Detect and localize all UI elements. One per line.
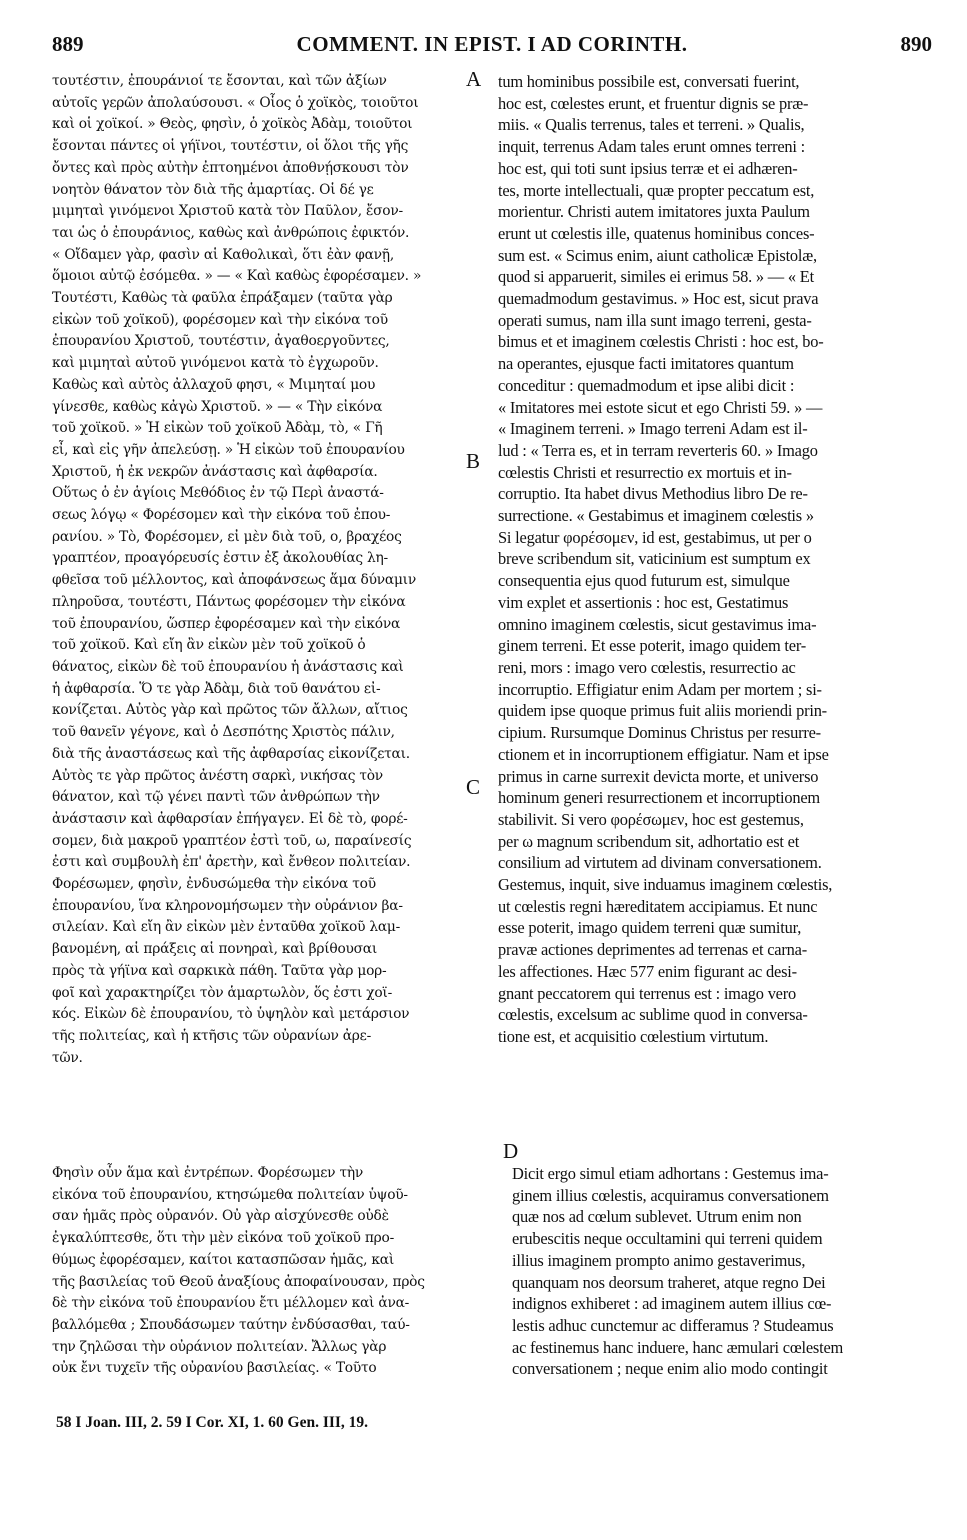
margin-marker-d: D [503,1139,519,1163]
greek-text-column-lower: Φησὶν οὖν ἅμα καὶ ἐντρέπων. Φορέσωμεν τὴν εἰκόνα τοῦ ἐπουρανίου, κτησώμεθα πολιτείαν ὑψοῦ- σαν ἡμᾶς πρὸς οὐρανόν. Οὐ γὰρ αἰσχύνεσθε οὐδὲ ἐγκαλύπτεσθε, ὅτι τὴν μὲν εἰκόνα τοῦ χοϊκοῦ προ- θύμως ἐφορέσαμεν, καίτοι κατασπῶσαν ἡμᾶς, καὶ τῆς βασιλείας τοῦ Θεοῦ ἀναξίους ἀποφαίνουσαν, πρὸς δὲ τὴν εἰκόνα τοῦ ἐπουρανίου ἔτι μέλλομεν καὶ ἀνα- βαλλόμεθα ; Σπουδάσωμεν ταύτην ἐνδύσασθαι, ταύ- την ζηλῶσαι τὴν οὐράνιον πολιτείαν. Ἄλλως γὰρ οὐκ ἔνι τυχεῖν τῆς οὐρανίου βασιλείας. « Τοῦτο [52,1165,425,1377]
left-page-number: 889 [52,32,84,56]
page-header [52,32,932,62]
latin-text-column: tum hominibus possibile est, conversati fuerint, hoc est, cœlestes erunt, et fruentur dignis se præ- miis. « Qualis terrenus, tales et terreni. » Qualis, inquit, terrenus Adam tales erunt omnes terreni : hoc est, qui toti sunt ipsius terræ et ei adhæren- tes, morte intellectuali, quæ propter peccatum est, morientur. Christi autem imitatores juxta Paulum erunt ut cœlestis ille, quatenus hominibus conces- sum est. « Scimus enim, aiunt catholicæ Epistolæ, quod si apparuerit, similes ei erimus 58. » — « Et quemadmodum gestavimus. » Hoc est, sicut prava operati sumus, nam illa sunt imago terreni, gesta- bimus et et imaginem cœlestis Christi : hoc est, bo- na operantes, ejusque facti imitatores quantum conceditur : quemadmodum et ipse alibi dicit : « Imitatores mei estote sicut et ego Christi 59. » — « Imaginem terreni. » Imago terreni Adam est il- lud : « Terra es, et in terram reverteris 60. » Imago cœlestis Christi et resurrectio ex mortuis et in- corruptio. Ita habet divus Methodius libro De re- surrectione. « Gestabimus et imaginem cœlestis » Si legatur φορέσομεν, id est, gestabimus, ut per o breve scribendum sit, vaticinium est sumptum ex consequentia ejus quod futurum est, simulque vim explet et assertionis : hoc est, Gestatimus omnino imaginem cœlestis, sicut gestavimus ima- ginem terreni. Et esse poterit, imago quidem ter- reni, mors : imago vero cœlestis, resurrectio ac incorruptio. Effigiatur enim Adam per mortem ; si- quidem ipse quoque primus fuit aliis moriendi prin- cipium. Rursumque Dominus Christus per resurre- ctionem et in incorruptionem effigiatur. Nam et ipse primus in carne surrexit devicta morte, et universo hominum generi resurrectionem et incorruptionem stabilivit. Si vero φορέσωμεν, hoc est gestemus, per ω magnum scribendum sit, adhortatio est et consilium ad virtutem ad divinam conversationem. Gestemus, inquit, sive induamus imaginem cœlestis, ut cœlestis regni hæreditatem accipiamus. Et nunc esse poterit, imago quidem terreni quæ sumitur, pravæ actiones deprimentes ad terrenas et carna- les affectiones. Hæc 577 enim figurant ac desi- gnant peccatorem qui terrenus est : imago vero cœlestis, excelsum ac sublime quod in conversa- tione est, et acquisitio cœlestium virtutum. [498,72,833,1046]
latin-text-column-lower: Dicit ergo simul etiam adhortans : Gestemus ima- ginem illius cœlestis, acquiramus conversationem quæ nos ad cœlum sublevet. Utrum enim non erubescitis neque occultamini qui terreni quidem illius imaginem prompto animo gestaverimus, quanquam nos deorsum traheret, atque regno Dei indignos exhiberet : ad imaginem autem illius cœ- lestis adhuc cunctemur ac differamus ? Studeamus ac festinemus hanc induere, hanc æmulari cœlestem conversationem ; neque enim alio modo contingit [512,1164,844,1379]
right-page-number: 890 [900,32,932,56]
running-title: COMMENT. IN EPIST. I AD CORINTH. [296,32,688,56]
margin-marker-b: B [466,449,481,473]
margin-marker-a: A [466,67,482,91]
margin-marker-c: C [466,775,481,799]
footnotes: 58 I Joan. III, 2. 59 I Cor. XI, 1. 60 Gen. III, 19. [56,1414,369,1431]
greek-text-column: τουτέστιν, ἐπουράνιοί τε ἔσονται, καὶ τῶν ἀξίων αὐτοῖς γερῶν ἀπολαύσουσι. « Οἷος ὁ χοϊκὸς, τοιοῦτοι καὶ οἱ χοϊκοί. » Θεὸς, φησὶν, ὁ χοϊκὸς Ἀδὰμ, τοιοῦτοι ἔσονται πάντες οἱ γήϊνοι, τουτέστιν, οἱ ὅλοι τῆς γῆς ὄντες καὶ πρὸς αὐτὴν ἐπτοημένοι ἀποθνῄσκουσι τὸν νοητὸν θάνατον τὸν διὰ τῆς ἁμαρτίας. Οἱ δέ γε μιμηταὶ γινόμενοι Χριστοῦ κατὰ τὸν Παῦλον, ἔσον- ται ὡς ὁ ἐπουράνιος, καθὼς καὶ ἀνθρώποις ἐφικτόν. « Οἴδαμεν γὰρ, φασὶν αἱ Καθολικαὶ, ὅτι ἐὰν φανῇ, ὅμοιοι αὐτῷ ἐσόμεθα. » — « Καὶ καθὼς ἐφορέσαμεν. » Τουτέστι, Καθὼς τὰ φαῦλα ἐπράξαμεν (ταῦτα γὰρ εἰκὼν τοῦ χοϊκοῦ), φορέσομεν καὶ τὴν εἰκόνα τοῦ ἐπουρανίου Χριστοῦ, τουτέστιν, ἀγαθοεργοῦντες, καὶ μιμηταὶ αὐτοῦ γινόμενοι κατὰ τὸ ἐγχωροῦν. Καθὼς καὶ αὐτὸς ἀλλαχοῦ φησι, « Μιμηταί μου γίνεσθε, καθὼς κἀγὼ Χριστοῦ. » — « Τὴν εἰκόνα τοῦ χοϊκοῦ. » Ἡ εἰκὼν τοῦ χοϊκοῦ Ἀδὰμ, τὸ, « Γῆ εἶ, καὶ εἰς γῆν ἀπελεύσῃ. » Ἡ εἰκὼν τοῦ ἐπουρανίου Χριστοῦ, ἡ ἐκ νεκρῶν ἀνάστασις καὶ ἀφθαρσία. Οὕτως ὁ ἐν ἁγίοις Μεθόδιος ἐν τῷ Περὶ ἀναστά- σεως λόγῳ « Φορέσομεν καὶ τὴν εἰκόνα τοῦ ἐπου- ρανίου. » Τὸ, Φορέσομεν, εἰ μὲν διὰ τοῦ, ο, βραχέος γραπτέον, προαγόρευσίς ἐστιν ἐξ ἀκολουθίας λη- φθεῖσα τοῦ μέλλοντος, καὶ ἀποφάνσεως ἅμα δύναμιν πληροῦσα, τουτέστι, Πάντως φορέσομεν τὴν εἰκόνα τοῦ ἐπουρανίου, ὥσπερ ἐφορέσαμεν καὶ τὴν εἰκόνα τοῦ χοϊκοῦ. Καὶ εἴη ἂν εἰκὼν μὲν τοῦ χοϊκοῦ ὁ θάνατος, εἰκὼν δὲ τοῦ ἐπουρανίου ἡ ἀνάστασις καὶ ἡ ἀφθαρσία. Ὅ τε γὰρ Ἀδὰμ, διὰ τοῦ θανάτου εἰ- κονίζεται. Αὐτὸς γὰρ καὶ πρῶτος τῶν ἄλλων, αἴτιος τοῦ θανεῖν γέγονε, καὶ ὁ Δεσπότης Χριστὸς πάλιν, διὰ τῆς ἀναστάσεως καὶ τῆς ἀφθαρσίας εἰκονίζεται. Αὐτὸς τε γὰρ πρῶτος ἀνέστη σαρκὶ, νικήσας τὸν θάνατον, καὶ τῷ γένει παντὶ τῶν ἀνθρώπων τὴν ἀνάστασιν καὶ ἀφθαρσίαν ἐπήγαγεν. Εἰ δὲ τὸ, φορέ- σομεν, διὰ μακροῦ γραπτέον ἐστὶ τοῦ, ω, παραίνεσίς ἐστι καὶ συμβουλὴ ἐπ' ἀρετὴν, καὶ ἔνθεον πολιτείαν. Φορέσωμεν, φησὶν, ἐνδυσώμεθα τὴν εἰκόνα τοῦ ἐπουρανίου, ἵνα κληρονομήσωμεν τὴν οὐράνιον βα- σιλείαν. Καὶ εἴη ἂν εἰκὼν μὲν ἐνταῦθα χοϊκοῦ λαμ- βανομένη, αἱ πράξεις αἱ πονηραὶ, καὶ βρίθουσαι πρὸς τὰ γήϊνα καὶ σαρκικὰ πάθη. Ταῦτα γὰρ μορ- φοῖ καὶ χαρακτηρίζει τὸν ἁμαρτωλὸν, ὅς ἐστι χοϊ- κός. Εἰκὼν δὲ ἐπουρανίου, τὸ ὑψηλὸν καὶ μετάρσιον τῆς πολιτείας, καὶ ἡ κτῆσις τῶν οὐρανίων ἀρε- τῶν. [52,73,422,1066]
